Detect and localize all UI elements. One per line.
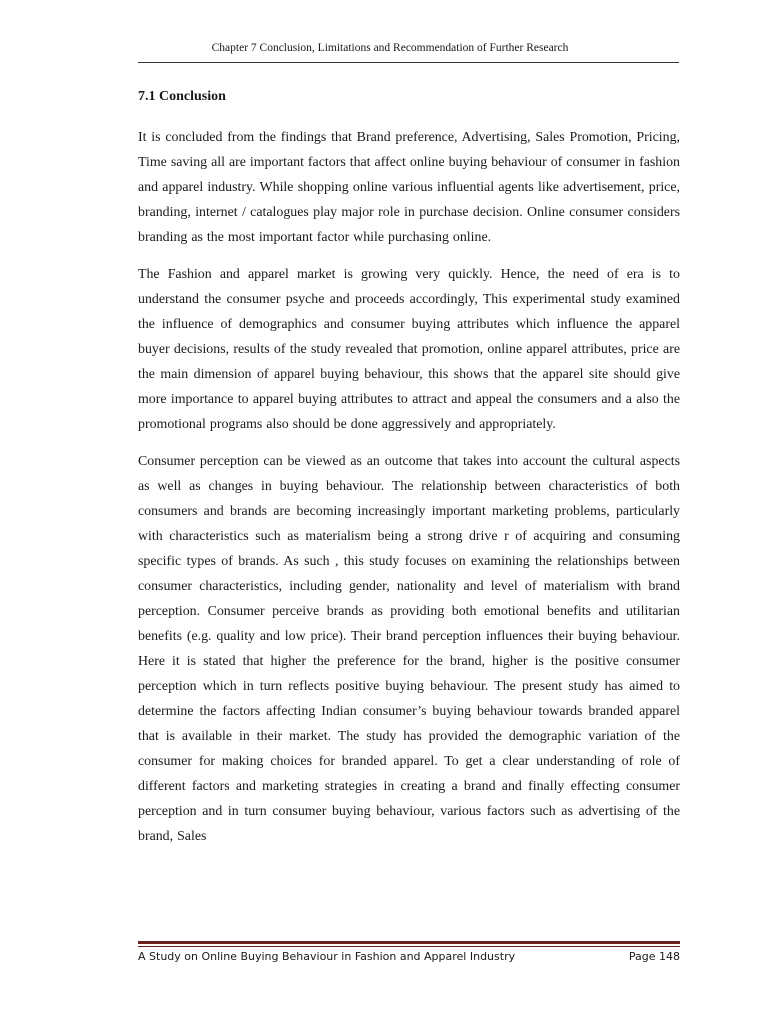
section-heading: 7.1 Conclusion <box>138 89 226 104</box>
footer-rule-thick <box>138 941 680 944</box>
page-number: Page 148 <box>628 950 680 963</box>
paragraph-1: It is concluded from the findings that Brand preference, Advertising, Sales Promotion, Pricing, Time saving all are important factors that affect online buying behaviour of consumer in fashion and apparel industry. While shopping online various influential agents like advertisement, price, branding, internet / catalogues play major role in purchase decision. Online consumer considers branding as the most important factor while purchasing online. <box>138 130 680 245</box>
page-footer <box>138 950 680 963</box>
paragraph-3: Consumer perception can be viewed as an outcome that takes into account the cultural aspects as well as changes in buying behaviour. The relationship between characteristics of both consumers and brands are becoming increasingly important marketing problems, particularly with characteristics such as materialism being a strong drive r of acquiring and consuming specific types of brands. As such , this study focuses on examining the relationships between consumer characteristics, including gender, nationality and level of materialism with brand perception. Consumer perceive brands as providing both emotional benefits and utilitarian benefits (e.g. quality and low price). Their brand perception influences their buying behaviour. Here it is stated that higher the preference for the brand, higher is the positive consumer perception which in turn reflects positive buying behaviour. The present study has aimed to determine the factors affecting Indian consumer’s buying behaviour towards branded apparel that is available in their market. The study has provided the demographic variation of the consumer for making choices for branded apparel. To get a clear understanding of role of different factors and marketing strategies in creating a brand and finally effecting consumer perception and in turn consumer buying behaviour, various factors such as advertising of the brand, Sales <box>138 454 680 844</box>
footer-rule-thin <box>138 946 680 947</box>
running-header: Chapter 7 Conclusion, Limitations and Recommendation of Further Research <box>211 42 569 54</box>
header-rule <box>138 62 679 63</box>
page-content <box>138 86 680 861</box>
paragraph-2: The Fashion and apparel market is growing very quickly. Hence, the need of era is to understand the consumer psyche and proceeds accordingly, This experimental study examined the influence of demographics and consumer buying attributes which influence the apparel buyer decisions, results of the study revealed that promotion, online apparel attributes, price are the main dimension of apparel buying behaviour, this shows that the apparel site should give more importance to apparel buying attributes to attract and appeal the consumers and a also the promotional programs also should be done aggressively and appropriately. <box>138 267 680 432</box>
footer-title: A Study on Online Buying Behaviour in Fashion and Apparel Industry <box>138 950 516 963</box>
